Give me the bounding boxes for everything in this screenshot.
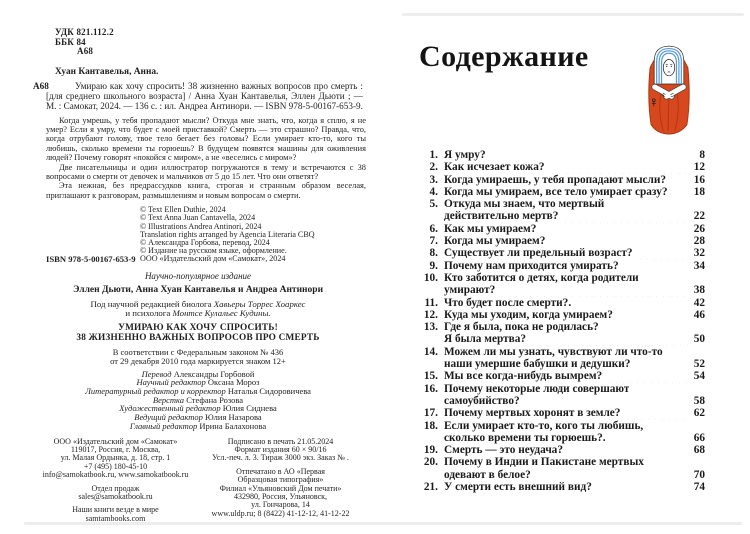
toc-entry — [418, 444, 705, 456]
printer-info-line: 432980, Россия, Ульяновск, — [233, 491, 328, 501]
toc-number: 7. — [429, 235, 438, 248]
toc-dot-leader — [560, 210, 689, 222]
toc-page-number: 28 — [693, 235, 705, 248]
copyright-lines — [140, 206, 315, 263]
toc-item-label: действительно мертв? — [444, 210, 559, 223]
printer-info-line: www.uldp.ru; 8 (8422) 41-12-12, 41-12-22 — [211, 508, 350, 518]
toc-number: 15. — [423, 370, 438, 383]
toc-entry — [418, 198, 705, 223]
toc-entry — [418, 260, 705, 272]
book-title-line: 38 ЖИЗНЕННО ВАЖНЫХ ВОПРОСОВ ПРО СМЕРТЬ — [76, 333, 320, 344]
toc-entry — [418, 321, 705, 346]
toc-item-label: Когда мы умираем? — [444, 235, 546, 248]
classification-block — [55, 28, 363, 57]
author-heading: Хуан Кантавелья, Анна. — [55, 66, 159, 77]
toc-entry — [418, 309, 705, 321]
imprint-page — [33, 27, 366, 523]
publisher-address-line: info@samokatbook.ru, www.samokatbook.ru — [42, 470, 189, 480]
toc-entry — [418, 481, 705, 493]
toc-dot-leader — [608, 432, 689, 444]
toc-dot-leader — [522, 395, 689, 407]
toc-number: 12. — [423, 308, 438, 321]
annotation-paragraph: Когда умрешь, у тебя пропадают мысли? Откуда мне знать, что, когда я сплю, я не умер? Если я умру, что будет с моей приставкой? Смерть — это страшно? Правда, что, когда отрубают голову, твое тело бегает без головы? Если умирает кто-то, кого ты любишь, сколько времени ты горюешь? В будущем появятся машины для оживления людей? Почему говорят «покойся с миром», а не «веселись с миром»? — [46, 115, 366, 163]
toc-page-number: 74 — [693, 481, 705, 494]
toc-item-label: Я умру? — [444, 149, 486, 161]
toc-page-number: 16 — [693, 173, 705, 186]
worldwide-contacts-line: samtambooks.com — [85, 513, 146, 523]
toc-page-number: 18 — [693, 185, 705, 198]
publisher-address-line: +7 (495) 180-45-10 — [83, 461, 148, 471]
printer-info-line: Отпечатано в АО «Первая — [236, 466, 325, 476]
toc-entry — [418, 161, 705, 173]
toc-page-number: 34 — [693, 259, 705, 272]
toc-item-label: У смерти есть внешний вид? — [444, 481, 592, 494]
printer-info-line: ул. Гончарова, 14 — [251, 500, 310, 510]
toc-page-number: 46 — [693, 308, 705, 321]
sales-contacts — [33, 485, 198, 502]
toc-number: 10. — [423, 271, 438, 284]
toc-page-number: 52 — [693, 358, 705, 371]
entry-code: А68 — [33, 80, 49, 91]
entry-text: Умираю как хочу спросить! 38 жизненно важных вопросов про смерть : [для среднего школьного возраста] / Анна Хуан Кантавелья, Эллен Дьюти ; — М. : Самокат, 2024. — 136 с. : ил. Андреа Антинори. — ISBN 978-5-00167-653-9. — [46, 80, 363, 111]
toc-number: 19. — [423, 444, 438, 457]
publisher-columns — [33, 438, 363, 524]
toc-item-label: Как исчезает кожа? — [444, 161, 545, 174]
toc-item-label: Если умирает кто-то, кого ты любишь, — [444, 419, 644, 432]
staff-line: Главный редактор Ирина Балахонова — [129, 420, 267, 431]
toc-list — [418, 149, 705, 493]
toc-dot-leader — [615, 309, 689, 321]
toc-dot-leader — [538, 223, 689, 235]
printer-info-line: Образцовая типография» — [237, 475, 324, 485]
toc-entry — [418, 407, 705, 419]
copyright-line: © Александра Горбова, перевод, 2024 — [140, 237, 270, 247]
worldwide-contacts — [33, 506, 198, 523]
toc-item-label: Почему некоторые люди совершают — [444, 382, 630, 395]
book-title-block — [33, 323, 363, 344]
toc-page-number: 54 — [693, 370, 705, 383]
sales-contacts-line: sales@samokatbook.ru — [78, 491, 153, 501]
science-editors — [33, 300, 363, 319]
toc-item-label: Куда мы уходим, когда умираем? — [444, 308, 613, 321]
toc-entry — [418, 420, 705, 445]
toc-item-label: самоубийство? — [444, 394, 520, 407]
toc-dot-leader — [604, 370, 689, 382]
publisher-address-line: ООО «Издательский дом «Самокат» — [53, 436, 178, 446]
page-title: Содержание — [419, 40, 589, 73]
toc-number: 17. — [423, 407, 438, 420]
toc-entry — [418, 149, 705, 161]
toc-page-number: 70 — [693, 468, 705, 481]
toc-entry — [418, 297, 705, 309]
toc-number: 21. — [423, 481, 438, 494]
toc-dot-leader — [622, 407, 689, 419]
toc-page-number: 66 — [693, 431, 705, 444]
staff-line: Художественный редактор Юлия Сиднева — [119, 403, 277, 414]
toc-entry — [418, 186, 705, 198]
toc-entry — [418, 223, 705, 235]
isbn: ISBN 978-5-00167-653-9 — [46, 253, 136, 264]
toc-number: 2. — [429, 161, 438, 174]
toc-page-number: 68 — [693, 444, 705, 457]
science-editor-line: и психолога Монтсе Кулальес Кудины. — [125, 308, 271, 319]
toc-dot-leader — [488, 149, 689, 161]
toc-number: 8. — [429, 247, 438, 260]
toc-page-number: 22 — [693, 210, 705, 223]
toc-number: 4. — [429, 185, 438, 198]
toc-entry — [418, 346, 705, 371]
staff-line: Верстка Стефана Розова — [152, 394, 244, 405]
toc-item-label: Когда умираешь, у тебя пропадают мысли? — [444, 173, 667, 186]
toc-page-number: 8 — [699, 149, 705, 161]
toc-item-label: Существует ли предельный возраст? — [444, 247, 633, 260]
toc-dot-leader — [670, 186, 689, 198]
mummy-illustration — [646, 36, 692, 136]
annotation — [46, 116, 366, 201]
toc-item-label: Что будет после смерти?. — [444, 296, 572, 309]
age-law-line: от 29 декабря 2010 года маркируется знаком 12+ — [110, 355, 286, 366]
toc-number: 14. — [423, 345, 438, 358]
toc-item-label: Как мы умираем? — [444, 222, 537, 235]
print-info-line: Подписано в печать 21.05.2024 — [227, 436, 334, 446]
toc-page-number: 12 — [693, 161, 705, 174]
toc-number: 16. — [423, 382, 438, 395]
print-info-line: Формат издания 60 × 90/16 — [234, 444, 327, 454]
worldwide-contacts-line: Наши книги везде в мире — [72, 505, 159, 515]
toc-item-label: Почему мертвых хоронят в земле? — [444, 407, 621, 420]
age-law-line: В соответствии с Федеральным законом № 436 — [112, 346, 284, 357]
toc-dot-leader — [573, 297, 689, 309]
toc-page-number: 58 — [693, 394, 705, 407]
age-law-block — [33, 348, 363, 366]
annotation-paragraph: Две писательницы и один иллюстратор погружаются в тему и встречаются с 38 вопросами о смерти от девочек и мальчиков от 5 до 15 лет. Что они ответят? — [46, 162, 366, 181]
toc-entry — [418, 456, 705, 481]
publisher-address-line: ул. Малая Ордынка, д. 18, стр. 1 — [60, 453, 171, 463]
toc-dot-leader — [621, 260, 689, 272]
page-edge-top — [402, 13, 744, 16]
copyright-line: © Text Anna Juan Cantavella, 2024 — [140, 213, 256, 223]
toc-dot-leader — [635, 247, 689, 259]
copyright-line: © Illustrations Andrea Antinori, 2024 — [140, 221, 262, 231]
toc-number: 13. — [423, 321, 438, 334]
printer-info-line: Филиал «Ульяновский Дом печати» — [219, 483, 342, 493]
toc-number: 20. — [423, 456, 438, 469]
staff-credits — [33, 370, 363, 431]
toc-item-label: одевают в белое? — [444, 468, 531, 481]
toc-item-label: сколько времени ты горюешь?. — [444, 431, 606, 444]
toc-page-number: 42 — [693, 296, 705, 309]
bibliographic-entry — [33, 81, 363, 111]
publisher-address-line: 119017, Россия, г. Москва, — [70, 444, 161, 454]
print-info — [198, 438, 363, 463]
imprint-centered-block — [33, 271, 363, 431]
sales-contacts-line: Отдел продаж — [91, 483, 140, 493]
toc-item-label: Когда мы умираем, все тело умирает сразу? — [444, 185, 668, 198]
toc-number: 6. — [429, 222, 438, 235]
toc-item-label: Смерть — это неудача? — [444, 444, 563, 457]
toc-number: 5. — [429, 198, 438, 211]
toc-item-label: Почему нам приходится умирать? — [444, 259, 619, 272]
toc-page-number: 38 — [693, 284, 705, 297]
book-title-line: УМИРАЮ КАК ХОЧУ СПРОСИТЬ! — [118, 322, 278, 333]
publisher-column-right — [198, 438, 363, 524]
toc-number: 18. — [423, 419, 438, 432]
toc-number: 11. — [424, 296, 438, 309]
toc-item-label: Мы все когда-нибудь вымрем? — [444, 370, 603, 383]
science-editor-line: Под научной редакцией биолога Хавьеры Торрес Хоаркес — [90, 298, 306, 309]
print-info-line: Усл.-печ. л. 3. Тираж 3000 экз. Заказ № . — [212, 453, 349, 463]
toc-item-label: Я была мертва? — [444, 333, 527, 346]
toc-number: 1. — [429, 149, 438, 161]
toc-entry — [418, 370, 705, 382]
staff-line: Научный редактор Оксана Мороз — [136, 377, 260, 388]
udc-line: УДК 821.112.2 — [55, 27, 114, 37]
toc-entry — [418, 235, 705, 247]
toc-dot-leader — [668, 174, 689, 186]
toc-dot-leader — [497, 284, 689, 296]
annotation-paragraph: Эта нежная, без предрассудков книга, строгая и странным образом веселая, приглашают к разговорам, размышлениям и новым вопросам о смерти. — [46, 181, 366, 200]
copyright-line: © Text Ellen Duthie, 2024 — [140, 205, 226, 215]
toc-dot-leader — [632, 358, 689, 370]
staff-line: Перевод Александры Горбовой — [141, 368, 255, 379]
toc-item-label: Где я была, пока не родилась? — [444, 321, 599, 334]
toc-page-number: 62 — [693, 407, 705, 420]
toc-item-label: Откуда мы знаем, что мертвый — [444, 198, 605, 211]
authors-line: Эллен Дьюти, Анна Хуан Кантавелья и Андреа Антинори — [72, 284, 324, 295]
toc-item-label: Почему в Индии и Пакистане мертвых — [444, 456, 644, 469]
toc-item-label: Можем ли мы узнать, чувствуют ли что-то — [444, 345, 663, 358]
edition-type: Научно-популярное издание — [144, 270, 252, 281]
toc-dot-leader — [594, 481, 689, 493]
publisher-address — [33, 438, 198, 480]
toc-number: 3. — [429, 173, 438, 186]
toc-entry — [418, 272, 705, 297]
toc-page-number: 26 — [693, 222, 705, 235]
toc-dot-leader — [547, 161, 690, 173]
toc-item-label: умирают? — [444, 284, 496, 297]
staff-line: Ведущий редактор Юлия Назарова — [134, 412, 262, 423]
toc-dot-leader — [547, 235, 689, 247]
copyright-line: ООО «Издательский дом «Самокат», 2024 — [140, 254, 286, 264]
toc-entry — [418, 247, 705, 259]
toc-item-label: Кто заботится о детях, когда родители — [444, 271, 639, 284]
copyright-section — [33, 206, 363, 263]
toc-dot-leader — [533, 469, 689, 481]
toc-page-number: 32 — [693, 247, 705, 260]
toc-entry — [418, 174, 705, 186]
toc-dot-leader — [565, 444, 689, 456]
copyright-line: © Издание на русском языке, оформление. — [140, 246, 287, 256]
toc-number: 9. — [429, 259, 438, 272]
staff-line: Литературный редактор и корректор Наталья Сидоровичева — [85, 385, 311, 396]
toc-item-label: наши умершие бабушки и дедушки? — [444, 358, 631, 371]
author-sign-line: А68 — [77, 46, 94, 56]
bbk-line: ББК 84 — [55, 36, 86, 47]
toc-page-number: 50 — [693, 333, 705, 346]
publisher-column-left — [33, 438, 198, 524]
toc-dot-leader — [528, 333, 689, 345]
toc-entry — [418, 383, 705, 408]
copyright-line: Translation rights arranged by Agencia Literaria CBQ — [140, 229, 315, 239]
printer-info — [198, 468, 363, 518]
